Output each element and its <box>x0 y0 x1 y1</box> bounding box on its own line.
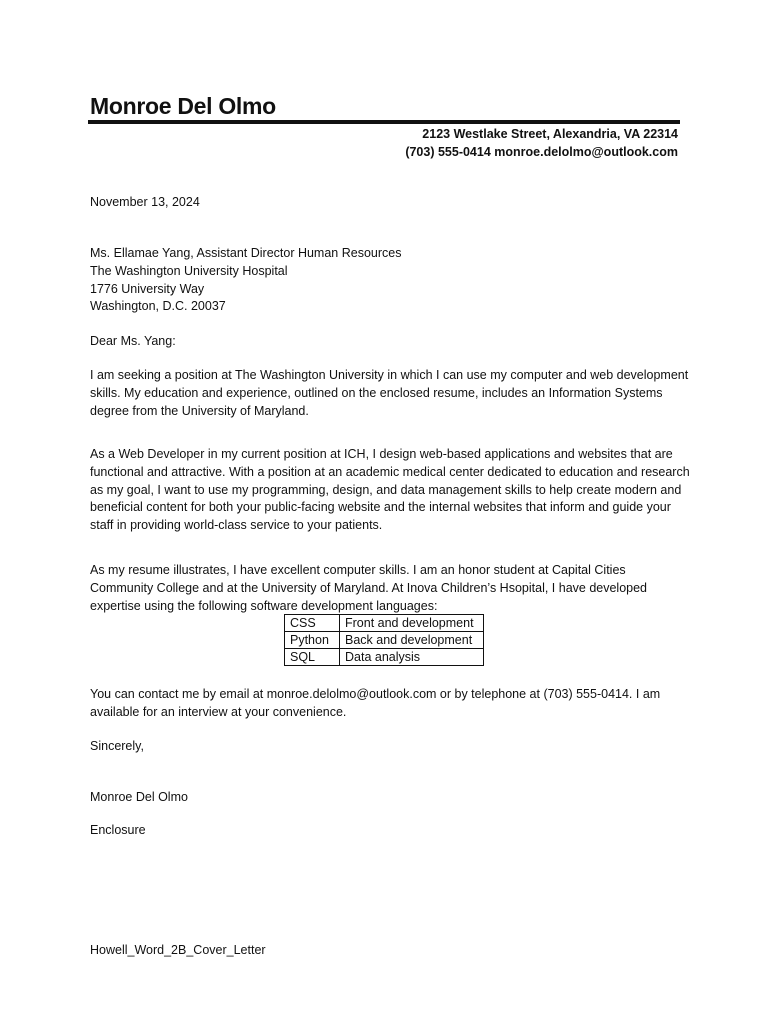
enclosure-note: Enclosure <box>90 823 146 837</box>
file-name-footer: Howell_Word_2B_Cover_Letter <box>90 943 266 957</box>
sender-contact-block <box>405 125 678 161</box>
table-cell-language: CSS <box>285 615 340 632</box>
paragraph-intro: I am seeking a position at The Washington University in which I can use my computer and web development skills. My education and experience, outlined on the enclosed resume, includes an Information Systems degree from the University of Maryland. <box>90 368 689 418</box>
paragraph-experience: As a Web Developer in my current position at ICH, I design web-based applications and websites that are functional and attractive. With a position at an academic medical center dedicated to education and research as my goal, I want to use my programming, design, and data management skills to help create modern and beneficial content for both your public-facing website and the internal websites that inform and guide your staff in providing world-class service to your patients. <box>90 447 690 533</box>
sender-address: 2123 Westlake Street, Alexandria, VA 22314 <box>422 127 678 141</box>
recipient-street: 1776 University Way <box>90 281 205 296</box>
header-rule <box>88 120 680 124</box>
recipient-address-block <box>90 245 690 316</box>
paragraph-contact: You can contact me by email at monroe.delolmo@outlook.com or by telephone at (703) 555-0414. I am available for an interview at your convenience. <box>90 687 661 719</box>
recipient-organization: The Washington University Hospital <box>90 263 288 278</box>
sender-name: Monroe Del Olmo <box>90 93 276 119</box>
sender-phone-email: (703) 555-0414 monroe.delolmo@outlook.com <box>405 145 678 159</box>
table-row <box>285 632 484 649</box>
table-cell-use: Back and development <box>340 632 484 649</box>
table-cell-language: Python <box>285 632 340 649</box>
letter-date: November 13, 2024 <box>90 195 200 209</box>
table-cell-language: SQL <box>285 649 340 666</box>
paragraph-skills: As my resume illustrates, I have excellent computer skills. I am an honor student at Capital Cities Community College and at the University of Maryland. At Inova Children’s Hsopital, I have developed expertise using the following software development languages: <box>90 563 648 613</box>
skills-table <box>284 614 484 666</box>
salutation: Dear Ms. Yang: <box>90 334 176 348</box>
signer-name: Monroe Del Olmo <box>90 790 188 804</box>
recipient-name-title: Ms. Ellamae Yang, Assistant Director Human Resources <box>90 246 402 260</box>
table-row <box>285 649 484 666</box>
table-cell-use: Front and development <box>340 615 484 632</box>
closing: Sincerely, <box>90 739 144 753</box>
table-row <box>285 615 484 632</box>
recipient-city: Washington, D.C. 20037 <box>90 299 226 314</box>
table-cell-use: Data analysis <box>340 649 484 666</box>
